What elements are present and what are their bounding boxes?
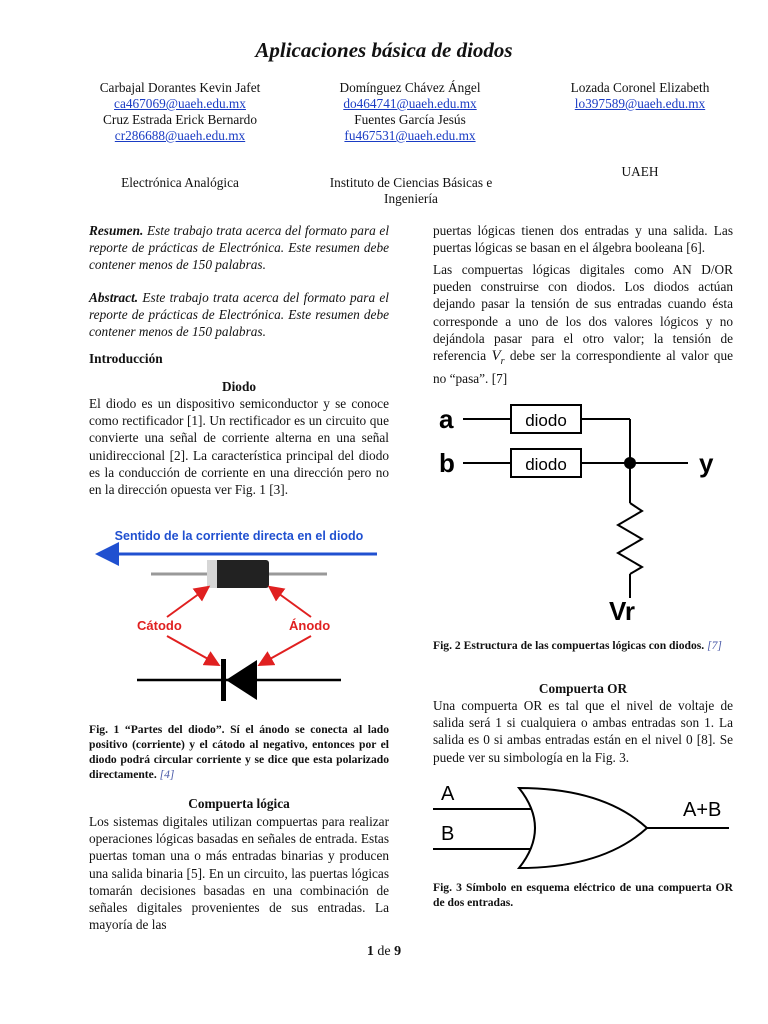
intro-heading: Introducción	[89, 351, 163, 366]
diodo-paragraph: El diodo es un dispositivo semiconductor y se conoce como rectificador [1]. Un rectificador es un circuito que convierte una señal de corriente alterna en una señal unidireccional [2]. La característica principal del diodo es la conducción de corriente en una dirección pero no en la dirección opuesta ver Fig. 1 [3].	[89, 396, 389, 498]
page-current: 1	[366, 944, 374, 959]
diode-box-a-label: diodo	[525, 411, 567, 430]
fig3-output-label: A+B	[683, 799, 722, 821]
author-name: Carbajal Dorantes Kevin Jafet	[99, 80, 261, 95]
fig2-vr-label: Vr	[609, 596, 636, 626]
fig1-caption	[89, 722, 389, 782]
catodo-arrow-down	[167, 636, 217, 664]
affiliation-university: UAEH	[621, 164, 659, 179]
fig3-caption: Fig. 3 Símbolo en esquema eléctrico de una compuerta OR de dos entradas.	[433, 881, 733, 909]
col2-p2-text-a: Las compuertas lógicas digitales como AN D/OR pueden construirse con diodos. Los diodos actúan dejando pasar la tensión de sus entradas cuando ésta corresponde a uno de los dos valores lógicos y no dejándola pasar para el otro valor; la tensión de referencia	[433, 262, 733, 364]
catodo-arrow-up	[167, 588, 207, 617]
col2-p2-text-b: debe ser la correspondiente al valor que no “pasa”. [7]	[433, 348, 734, 387]
fig1-banner: Sentido de la corriente directa en el diodo	[114, 529, 364, 543]
fig2-input-a: a	[439, 404, 454, 434]
page-number	[0, 944, 768, 960]
or-gate-body	[519, 788, 647, 868]
author-name: Lozada Coronel Elizabeth	[570, 80, 710, 95]
anodo-arrow-down	[261, 636, 311, 664]
author-email-link[interactable]: fu467531@uaeh.edu.mx	[344, 128, 476, 143]
fig1-anodo-label: Ánodo	[289, 618, 331, 633]
author-block-2	[300, 80, 520, 144]
abstract-text: Este trabajo trata acerca del formato para el reporte de prácticas de Electrónica. Este resumen debe contener menos de 150 palabras.	[89, 290, 390, 340]
paper-title: Aplicaciones básica de diodos	[255, 38, 513, 62]
fig2-caption-text: Fig. 2 Estructura de las compuertas lógicas con diodos.	[433, 639, 705, 652]
author-email-link[interactable]: do464741@uaeh.edu.mx	[343, 96, 477, 111]
fig2-output-y: y	[699, 448, 714, 478]
author-email-link[interactable]: lo397589@uaeh.edu.mx	[574, 96, 706, 111]
fig1-catodo-label: Cátodo	[137, 618, 182, 633]
author-email-link[interactable]: ca467069@uaeh.edu.mx	[114, 96, 246, 111]
resumen-label: Resumen.	[89, 223, 144, 238]
abstract-paragraph	[89, 289, 389, 341]
diode-symbol-triangle	[226, 660, 257, 700]
figure-2-diode-logic	[433, 398, 733, 628]
diode-body	[214, 560, 269, 588]
page-sep: de	[377, 944, 391, 959]
fig1-ref[interactable]: [4]	[159, 768, 175, 781]
vr-symbol-letter: V	[491, 348, 501, 365]
vr-symbol	[491, 348, 505, 368]
diodo-heading: Diodo	[222, 379, 256, 394]
resistor-zigzag	[618, 503, 642, 574]
fig3-input-a: A	[441, 783, 455, 805]
fig1-caption-text: Fig. 1 “Partes del diodo”. Sí el ánodo se conecta al lado positivo (corriente) y el cátodo al negativo, entonces por el diodo podrá circular corriente y se dice que esta polarizado directamente.	[89, 723, 389, 781]
cathode-band	[207, 560, 217, 588]
resumen-paragraph	[89, 222, 389, 274]
author-block-3	[530, 80, 750, 112]
author-name: Domínguez Chávez Ángel	[339, 80, 481, 95]
author-block-1	[70, 80, 290, 144]
figure-3-or-gate	[433, 776, 733, 872]
or-paragraph: Una compuerta OR es tal que el nivel de voltaje de salida será 1 si cualquiera o ambas entradas son 1. La salida es 0 si ambas entradas están en el nivel 0 [8]. Se puede ver su simbología en la Fig. 3.	[433, 698, 733, 765]
col2-paragraph-2	[433, 261, 733, 387]
fig2-input-b: b	[439, 448, 455, 478]
author-name: Fuentes García Jesús	[354, 112, 466, 127]
compuerta-logica-paragraph: Los sistemas digitales utilizan compuertas para realizar operaciones lógicas basadas en señales de entrada. Estas puertas toman una o más entradas binarias y producen una salida binaria [5]. En un circuito, las puertas lógicas tomarán decisiones basadas en una combinación de señales digitales provenientes de sus entradas. La mayoría de las	[89, 814, 389, 933]
compuerta-logica-heading: Compuerta lógica	[188, 796, 290, 811]
affiliation-institute: Instituto de Ciencias Básicas e Ingeniería	[329, 175, 493, 206]
abstract-label: Abstract.	[89, 290, 139, 305]
diode-box-b-label: diodo	[525, 455, 567, 474]
figure-1-diode-parts	[89, 524, 389, 710]
col2-paragraph-1: puertas lógicas tienen dos entradas y una salida. Las puertas lógicas se basan en el álgebra booleana [6].	[433, 223, 733, 256]
page-total: 9	[394, 944, 402, 959]
or-heading: Compuerta OR	[538, 681, 628, 696]
affiliation-course: Electrónica Analógica	[121, 175, 239, 190]
fig3-input-b: B	[441, 823, 455, 845]
fig2-ref[interactable]: [7]	[707, 639, 722, 652]
resumen-text: Este trabajo trata acerca del formato para el reporte de prácticas de Electrónica. Este resumen debe contener menos de 150 palabras.	[89, 223, 390, 273]
author-email-link[interactable]: cr286688@uaeh.edu.mx	[114, 128, 246, 143]
diode-symbol-bar	[221, 659, 226, 701]
anodo-arrow-up	[271, 588, 311, 617]
author-name: Cruz Estrada Erick Bernardo	[103, 112, 257, 127]
fig2-caption	[433, 638, 733, 653]
vr-symbol-subscript: r	[500, 356, 505, 368]
